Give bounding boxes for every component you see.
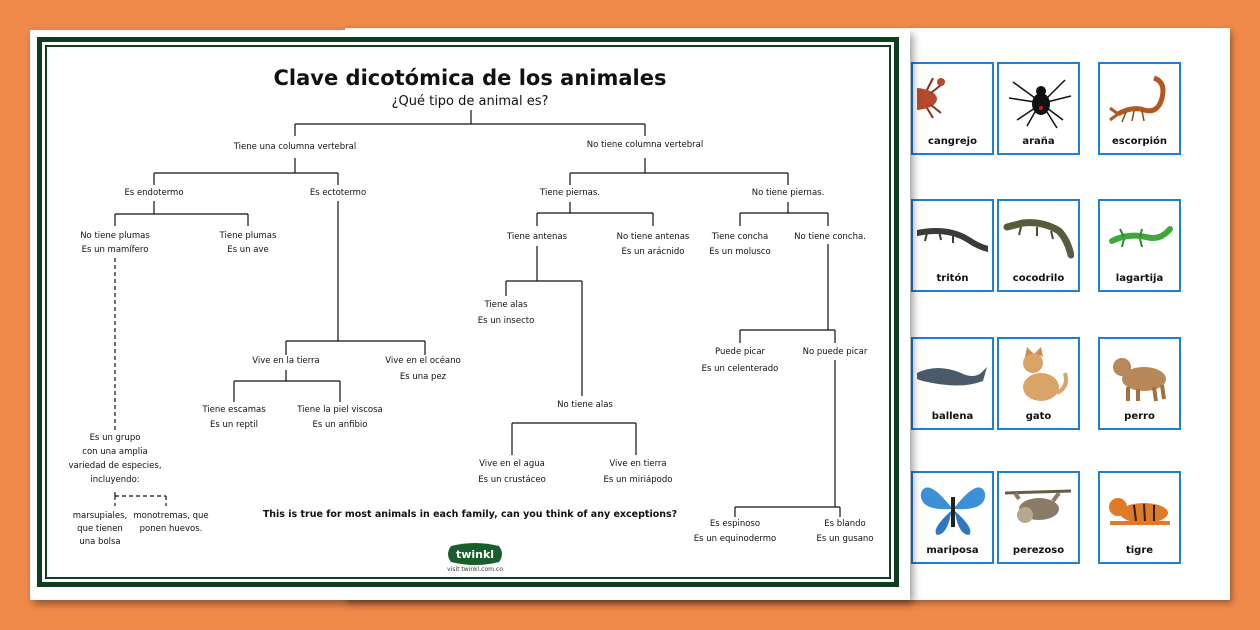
animal-card: [997, 199, 1080, 292]
key-node: Es espinoso: [709, 519, 761, 529]
key-node: Tiene piernas.: [540, 188, 600, 198]
key-node: No tiene concha.: [794, 232, 866, 242]
key-node: Tiene una columna vertebral: [233, 142, 357, 152]
key-node: Es un anfibio: [312, 420, 368, 430]
key-node: Tiene concha: [711, 232, 769, 242]
key-node: Tiene plumas: [219, 231, 277, 241]
scorpion-icon: [1104, 68, 1175, 130]
key-node: Es un reptil: [210, 420, 258, 430]
key-node: Es un ave: [227, 245, 269, 255]
key-node: Tiene antenas: [506, 232, 568, 242]
key-node: Tiene alas: [484, 300, 528, 310]
card-label: araña: [1022, 136, 1055, 147]
animal-card: [911, 62, 994, 155]
whale-icon: [917, 343, 988, 405]
key-node: No tiene plumas: [80, 231, 150, 241]
cat-icon: [1003, 343, 1074, 405]
key-node: No tiene alas: [557, 400, 613, 410]
key-node: Es un grupo: [89, 433, 141, 443]
key-node: Es un molusco: [709, 247, 771, 257]
key-node: Es un insecto: [477, 316, 535, 326]
spider-icon: [1003, 68, 1074, 130]
page-subtitle: ¿Qué tipo de animal es?: [391, 94, 549, 109]
key-node: Vive en la tierra: [252, 356, 320, 366]
key-node: que tienen: [77, 524, 123, 534]
animal-card: [911, 337, 994, 430]
card-label: mariposa: [926, 545, 979, 556]
key-node: Es un crustáceo: [478, 475, 546, 485]
key-node: marsupiales,: [72, 511, 128, 521]
key-node: una bolsa: [79, 537, 121, 547]
card-label: gato: [1025, 411, 1052, 422]
key-node: Es un equinodermo: [693, 534, 777, 544]
key-node: Tiene la piel viscosa: [297, 405, 383, 415]
page-title: Clave dicotómica de los animales: [273, 66, 667, 90]
key-node: No tiene piernas.: [751, 188, 825, 198]
crocodile-icon: [1003, 205, 1074, 267]
newt-icon: [917, 205, 988, 267]
card-label: escorpión: [1111, 136, 1168, 147]
exceptions-note: This is true for most animals in each family, can you think of any exceptions?: [262, 509, 678, 520]
key-node: Es endotermo: [124, 188, 184, 198]
animal-card: [911, 471, 994, 564]
key-node: Es un arácnido: [621, 247, 685, 257]
key-node: Es una pez: [399, 372, 447, 382]
card-label: lagartija: [1115, 273, 1164, 284]
key-node: No puede picar: [802, 347, 868, 357]
key-node: incluyendo:: [90, 475, 140, 485]
dichotomous-key-sheet: [30, 30, 910, 600]
animal-card: [997, 62, 1080, 155]
twinkl-logo: [445, 542, 505, 566]
key-node: ponen huevos.: [139, 524, 203, 534]
animal-card: [1098, 337, 1181, 430]
key-node: Es un gusano: [816, 534, 874, 544]
key-node: Vive en tierra: [609, 459, 667, 469]
key-node: Puede picar: [714, 347, 766, 357]
key-node: Es blando: [824, 519, 866, 529]
animal-card: [1098, 62, 1181, 155]
sloth-icon: [1003, 477, 1074, 539]
dog-icon: [1104, 343, 1175, 405]
key-node: Es un miriápodo: [603, 475, 673, 485]
key-node: Vive en el agua: [479, 459, 545, 469]
animal-card: [1098, 471, 1181, 564]
card-label: perro: [1124, 411, 1155, 422]
animal-card: [911, 199, 994, 292]
butterfly-icon: [917, 477, 988, 539]
key-node: variedad de especies,: [68, 461, 162, 471]
logo-wordmark: twinkl: [455, 548, 495, 561]
key-node: Es ectotermo: [309, 188, 367, 198]
lizard-icon: [1104, 205, 1175, 267]
key-node: Tiene escamas: [202, 405, 266, 415]
card-label: tigre: [1125, 545, 1154, 556]
animal-card: [997, 337, 1080, 430]
card-label: tritón: [936, 273, 969, 284]
key-node: Es un mamífero: [81, 245, 149, 255]
key-node: No tiene antenas: [616, 232, 690, 242]
website-url: visit twinkl.com.co: [447, 566, 503, 573]
key-node: Vive en el océano: [385, 356, 461, 366]
key-node: con una amplia: [82, 447, 148, 457]
card-label: ballena: [931, 411, 974, 422]
animal-card: [997, 471, 1080, 564]
key-node: No tiene columna vertebral: [586, 140, 704, 150]
card-label: cangrejo: [928, 136, 977, 147]
tiger-icon: [1104, 477, 1175, 539]
key-node: monotremas, que: [133, 511, 209, 521]
crab-icon: [917, 68, 988, 130]
animal-card: [1098, 199, 1181, 292]
key-node: Es un celenterado: [701, 364, 779, 374]
card-label: cocodrilo: [1012, 273, 1065, 284]
card-label: perezoso: [1012, 545, 1065, 556]
